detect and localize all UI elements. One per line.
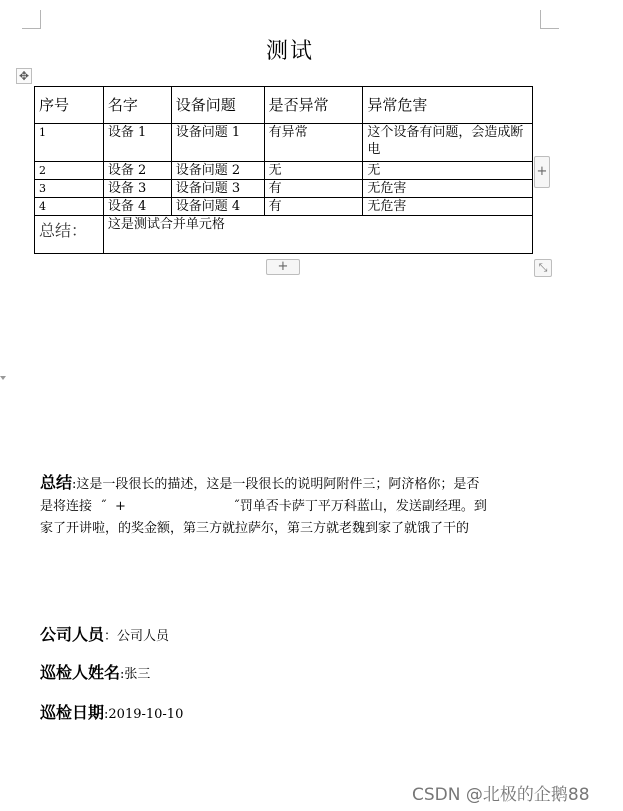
table-cell[interactable]: 有: [264, 180, 363, 198]
table-cell[interactable]: 3: [35, 180, 104, 198]
company-value: ：公司人员: [104, 629, 170, 644]
page-corner-top-left: [22, 10, 41, 29]
summary-text-line3: 家了开讲啦，的奖金额，第三方就拉萨尔，第三方就老魏到家了就饿了干的: [40, 521, 470, 536]
table-row: [35, 162, 533, 180]
page-corner-top-right: [540, 10, 559, 29]
table-cell[interactable]: 这个设备有问题，会造成断电: [363, 124, 533, 162]
add-column-button[interactable]: +: [534, 156, 550, 188]
table-row: [35, 198, 533, 216]
table-move-handle-icon[interactable]: ✥: [16, 68, 32, 84]
header-cell[interactable]: 名字: [103, 87, 171, 124]
table-row: [35, 124, 533, 162]
table-row: [35, 180, 533, 198]
table-cell[interactable]: 设备问题 3: [171, 180, 264, 198]
table-cell[interactable]: 设备 4: [103, 198, 171, 216]
date-label: 巡检日期: [40, 703, 105, 722]
table-cell[interactable]: 设备 3: [103, 180, 171, 198]
summary-paragraph: [40, 472, 540, 540]
table-cell[interactable]: 无: [264, 162, 363, 180]
document-title: 测试: [265, 39, 314, 64]
summary-text-line2: 是将连接 ˝ + ˝罚单否卡萨丁平万科蓝山，发送副经理。到: [40, 499, 487, 514]
header-cell[interactable]: 异常危害: [363, 87, 533, 124]
table-cell[interactable]: 4: [35, 198, 104, 216]
table-total-row: [35, 216, 533, 254]
inspector-field: [40, 660, 150, 683]
date-field: [40, 700, 183, 723]
date-value: :2019-10-10: [104, 707, 184, 722]
watermark: CSDN @北极的企鹅88: [412, 785, 590, 805]
margin-marker-icon: [0, 376, 6, 380]
add-row-button[interactable]: +: [266, 259, 300, 275]
merged-total-cell[interactable]: 这是测试合并单元格: [103, 216, 532, 254]
header-cell[interactable]: 设备问题: [171, 87, 264, 124]
table-cell[interactable]: 设备问题 2: [171, 162, 264, 180]
company-label: 公司人员: [40, 625, 105, 644]
table-cell[interactable]: 有: [264, 198, 363, 216]
summary-text-line1: :这是一段很长的描述，这是一段很长的说明阿附件三；阿济格你；是否: [72, 477, 480, 492]
inspector-value: :张三: [120, 667, 151, 682]
table-resize-handle-icon[interactable]: ⤡: [534, 259, 552, 277]
table-cell[interactable]: 设备 1: [103, 124, 171, 162]
table-cell[interactable]: 无危害: [363, 180, 533, 198]
company-field: [40, 622, 169, 645]
table-cell[interactable]: 设备 2: [103, 162, 171, 180]
table-header-row: [35, 87, 533, 124]
header-cell[interactable]: 是否异常: [264, 87, 363, 124]
total-label-cell[interactable]: 总结：: [35, 216, 104, 254]
table-cell[interactable]: 2: [35, 162, 104, 180]
header-cell[interactable]: 序号: [35, 87, 104, 124]
table-cell[interactable]: 无: [363, 162, 533, 180]
summary-label: 总结: [40, 473, 73, 492]
table-cell[interactable]: 有异常: [264, 124, 363, 162]
inspector-label: 巡检人姓名: [40, 663, 121, 682]
table-cell[interactable]: 无危害: [363, 198, 533, 216]
device-table: [34, 86, 533, 254]
table-cell[interactable]: 设备问题 4: [171, 198, 264, 216]
table-cell[interactable]: 1: [35, 124, 104, 162]
table-cell[interactable]: 设备问题 1: [171, 124, 264, 162]
